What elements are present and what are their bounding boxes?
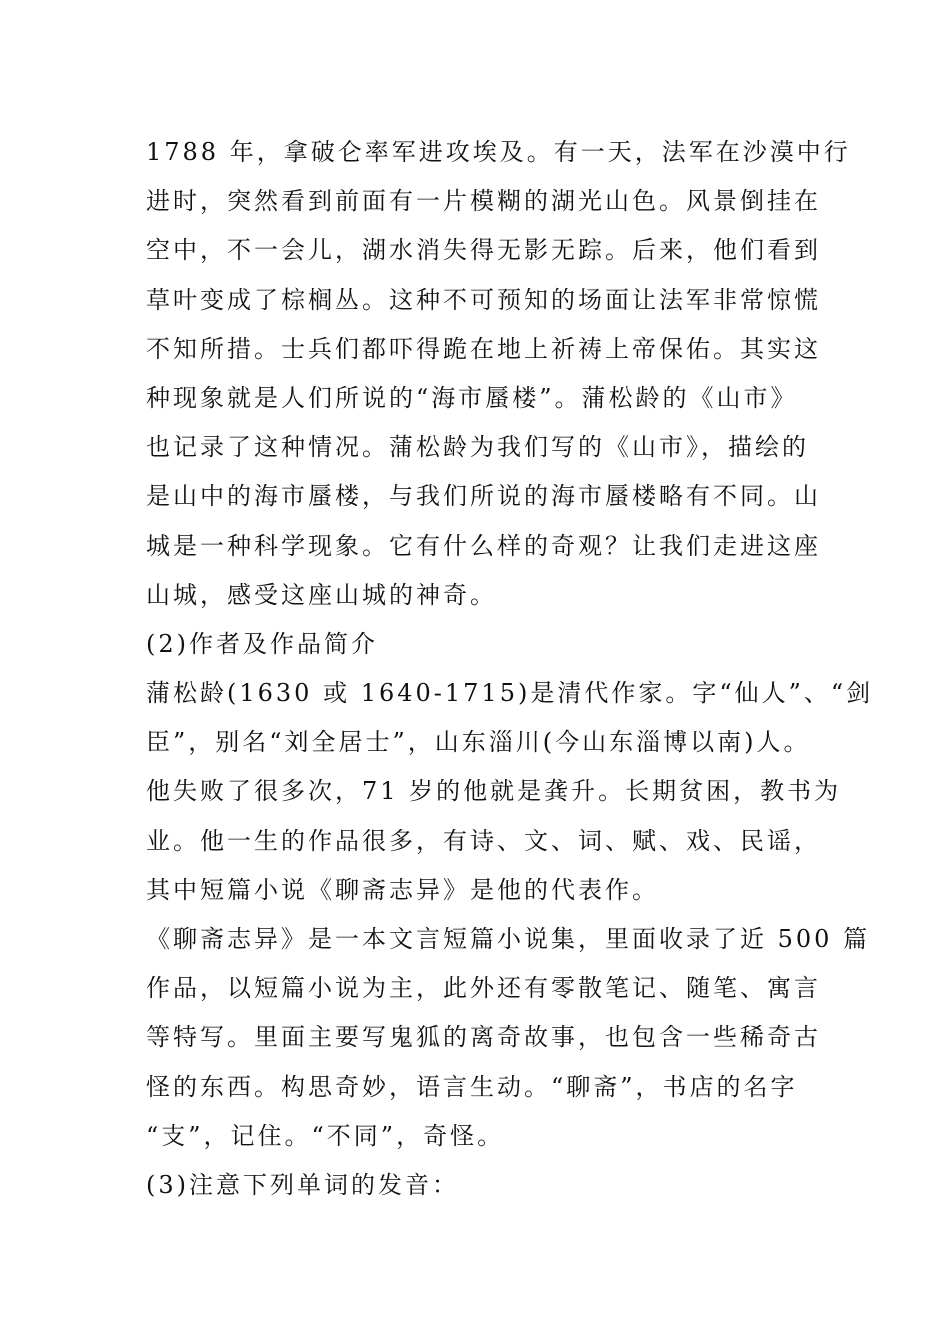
- text-line-14: 他失败了很多次，71 岁的他就是龚升。长期贫困，教书为: [146, 777, 842, 806]
- document-body: [146, 128, 874, 1210]
- text-line-12: 蒲松龄(1630 或 1640-1715)是清代作家。字“仙人”、“剑: [146, 679, 874, 708]
- text-line-13: 臣”，别名“刘全居士”，山东淄川(今山东淄博以南)人。: [146, 728, 811, 757]
- text-line-5: 不知所措。士兵们都吓得跪在地上祈祷上帝保佑。其实这: [146, 334, 821, 363]
- text-line-20: 怪的东西。构思奇妙，语言生动。“聊斋”，书店的名字: [146, 1072, 798, 1101]
- section-heading-author-intro: (2)作者及作品简介: [146, 629, 378, 658]
- text-line-21: “支”，记住。“不同”，奇怪。: [146, 1121, 505, 1150]
- text-line-2: 进时，突然看到前面有一片模糊的湖光山色。风景倒挂在: [146, 187, 821, 216]
- text-line-10: 山城，感受这座山城的神奇。: [146, 580, 497, 609]
- text-line-1: 1788 年，拿破仑率军进攻埃及。有一天，法军在沙漠中行: [146, 138, 851, 166]
- text-line-9: 城是一种科学现象。它有什么样的奇观？让我们走进这座: [146, 531, 821, 560]
- text-line-17: 《聊斋志异》是一本文言短篇小说集，里面收录了近 500 篇: [146, 925, 871, 953]
- section-heading-pronunciation: (3)注意下列单词的发音：: [146, 1170, 459, 1199]
- text-line-19: 等特写。里面主要写鬼狐的离奇故事，也包含一些稀奇古: [146, 1023, 821, 1052]
- text-line-8: 是山中的海市蜃楼，与我们所说的海市蜃楼略有不同。山: [146, 482, 821, 511]
- text-line-4: 草叶变成了棕榈丛。这种不可预知的场面让法军非常惊慌: [146, 285, 821, 314]
- text-line-18: 作品，以短篇小说为主，此外还有零散笔记、随笔、寓言: [146, 974, 821, 1003]
- text-line-16: 其中短篇小说《聊斋志异》是他的代表作。: [146, 875, 659, 904]
- text-line-7: 也记录了这种情况。蒲松龄为我们写的《山市》，描绘的: [146, 433, 809, 462]
- text-line-15: 业。他一生的作品很多，有诗、文、词、赋、戏、民谣，: [146, 826, 821, 855]
- text-line-6: 种现象就是人们所说的“海市蜃楼”。蒲松龄的《山市》: [146, 383, 798, 412]
- text-line-3: 空中，不一会儿，湖水消失得无影无踪。后来，他们看到: [146, 236, 821, 265]
